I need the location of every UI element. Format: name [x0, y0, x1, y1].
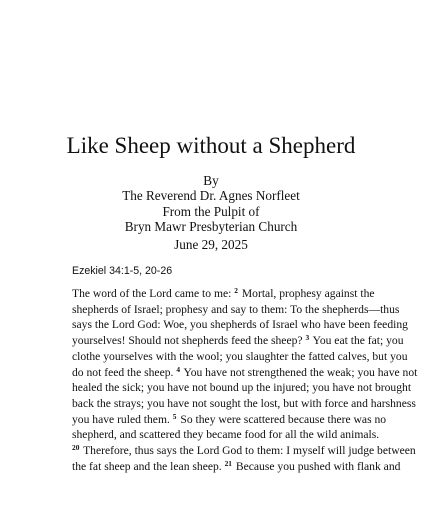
byline-by: By — [203, 173, 219, 188]
sermon-title: Like Sheep without a Shepherd — [66, 133, 356, 158]
passage-line: you have ruled them. $^5$ So they were scattered because there was no — [72, 411, 387, 426]
passage-line: says the Lord God: Woe, you shepherds of Israel who have been feeding — [72, 318, 408, 332]
passage-line: yourselves! Should not shepherds feed the sheep? $^3$ You eat the fat; you — [72, 333, 404, 348]
passage-line: The word of the Lord came to me: $^2$ Mortal, prophesy against the — [72, 286, 375, 300]
byline-church: Bryn Mawr Presbyterian Church — [124, 219, 298, 235]
passage-line: $^{20}$ Therefore, thus says the Lord God to them: I myself will judge between — [72, 443, 416, 458]
scripture-passage — [72, 286, 418, 474]
passage-line: do not feed the sheep. $^4$ You have not strengthened the weak; you have not — [72, 364, 418, 379]
passage-line: shepherds of Israel; prophesy and say to them: To the shepherds—thus — [72, 302, 400, 316]
passage-line: back the strays; you have not sought the lost, but with force and harshness — [72, 396, 416, 410]
passage-line: clothe yourselves with the wool; you slaughter the fatted calves, but you — [72, 349, 408, 363]
passage-line: shepherd, and scattered they became food for all the wild animals. — [72, 428, 380, 442]
passage-line: healed the sick; you have not bound up the injured; you have not brought — [72, 381, 412, 395]
verse-number: 3 — [305, 333, 310, 343]
byline-from: From the Pulpit of — [162, 203, 260, 219]
verse-number: 4 — [176, 364, 181, 374]
verse-number: 5 — [172, 411, 177, 421]
passage-line: the fat sheep and the lean sheep. $^{21}$ Because you pushed with flank and — [72, 458, 401, 473]
byline-author: The Reverend Dr. Agnes Norfleet — [122, 188, 300, 204]
scripture-reference: Ezekiel 34:1-5, 20-26 — [72, 265, 173, 277]
verse-number: 20 — [72, 443, 80, 453]
verse-number: 2 — [234, 286, 238, 295]
byline — [0, 173, 422, 235]
sermon-date: June 29, 2025 — [174, 237, 248, 252]
verse-number: 21 — [224, 458, 232, 468]
